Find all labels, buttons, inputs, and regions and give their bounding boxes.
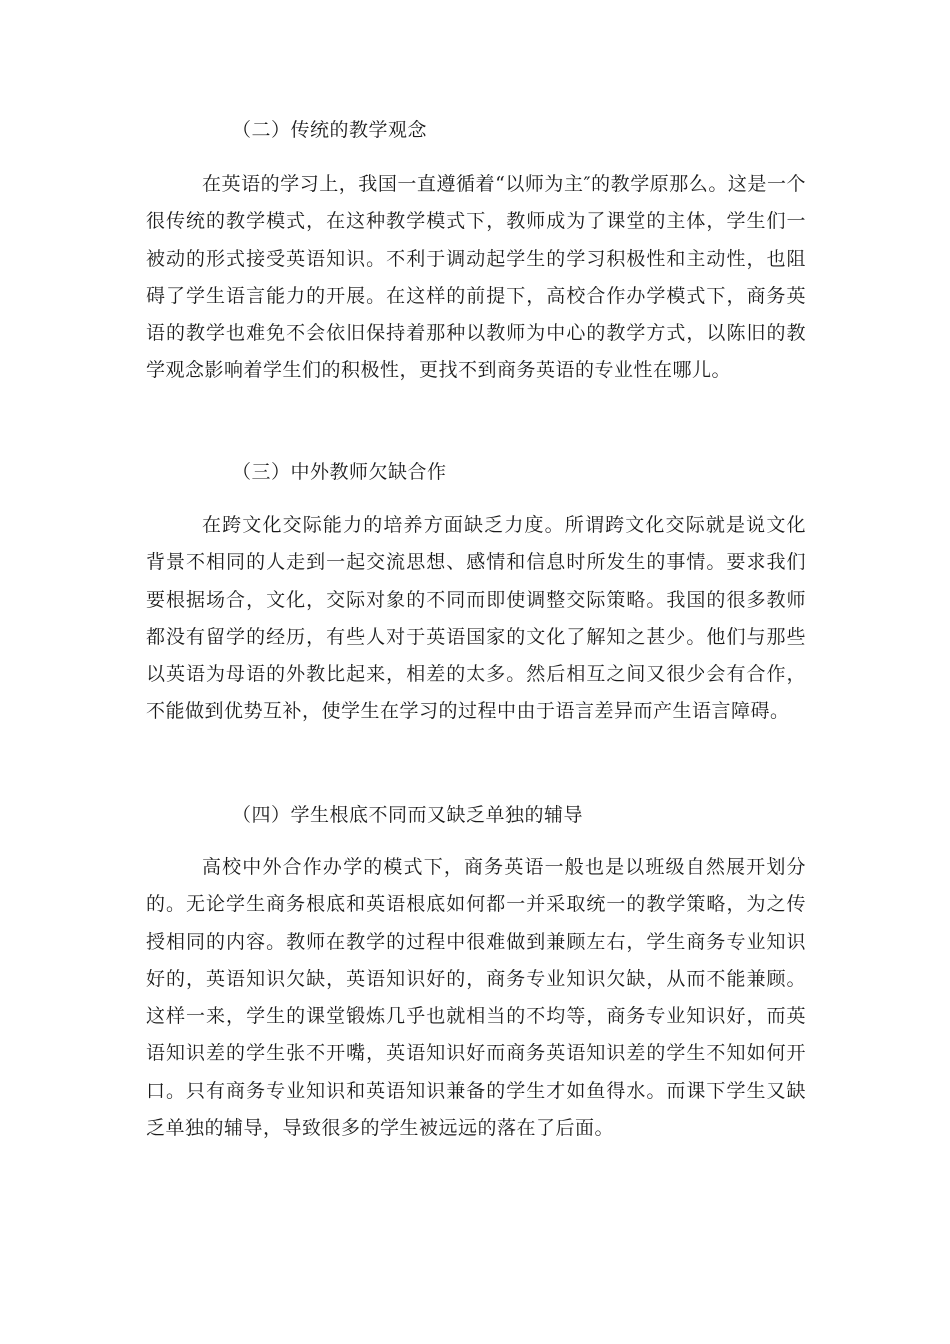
section-paragraph-4: 高校中外合作办学的模式下，商务英语一般也是以班级自然展开划分的。无论学生商务根底和英语根底如何都一并采取统一的教学策略，为之传授相同的内容。教师在教学的过程中很难做到兼顾左右，学生商务专业知识好的，英语知识欠缺，英语知识好的，商务专业知识欠缺，从而不能兼顾。这样一来，学生的课堂锻炼几乎也就相当的不均等，商务专业知识好，而英语知识差的学生张不开嘴，英语知识好而商务英语知识差的学生不知如何开口。只有商务专业知识和英语知识兼备的学生才如鱼得水。而课下学生又缺乏单独的辅导，导致很多的学生被远远的落在了后面。 [146, 856, 806, 1140]
section-paragraph-2: 在英语的学习上，我国一直遵循着“以师为主″的教学原那么。这是一个很传统的教学模式，在这种教学模式下，教师成为了课堂的主体，学生们一被动的形式接受英语知识。不利于调动起学生的学习积极性和主动性，也阻碍了学生语言能力的开展。在这样的前提下，高校合作办学模式下，商务英语的教学也难免不会依旧保持着那种以教师为中心的教学方式，以陈旧的教学观念影响着学生们的积极性，更找不到商务英语的专业性在哪儿。 [146, 173, 806, 382]
section-heading-4: （四）学生根底不同而又缺乏单独的辅导 [232, 804, 584, 826]
section-heading-2: （二）传统的教学观念 [232, 119, 428, 141]
section-paragraph-3: 在跨文化交际能力的培养方面缺乏力度。所谓跨文化交际就是说文化背景不相同的人走到一起交流思想、感情和信息时所发生的事情。要求我们要根据场合，文化，交际对象的不同而即使调整交际策略。我国的很多教师都没有留学的经历，有些人对于英语国家的文化了解知之甚少。他们与那些以英语为母语的外教比起来，相差的太多。然后相互之间又很少会有合作，不能做到优势互补，使学生在学习的过程中由于语言差异而产生语言障碍。 [146, 514, 806, 723]
section-heading-3: （三）中外教师欠缺合作 [232, 461, 447, 483]
